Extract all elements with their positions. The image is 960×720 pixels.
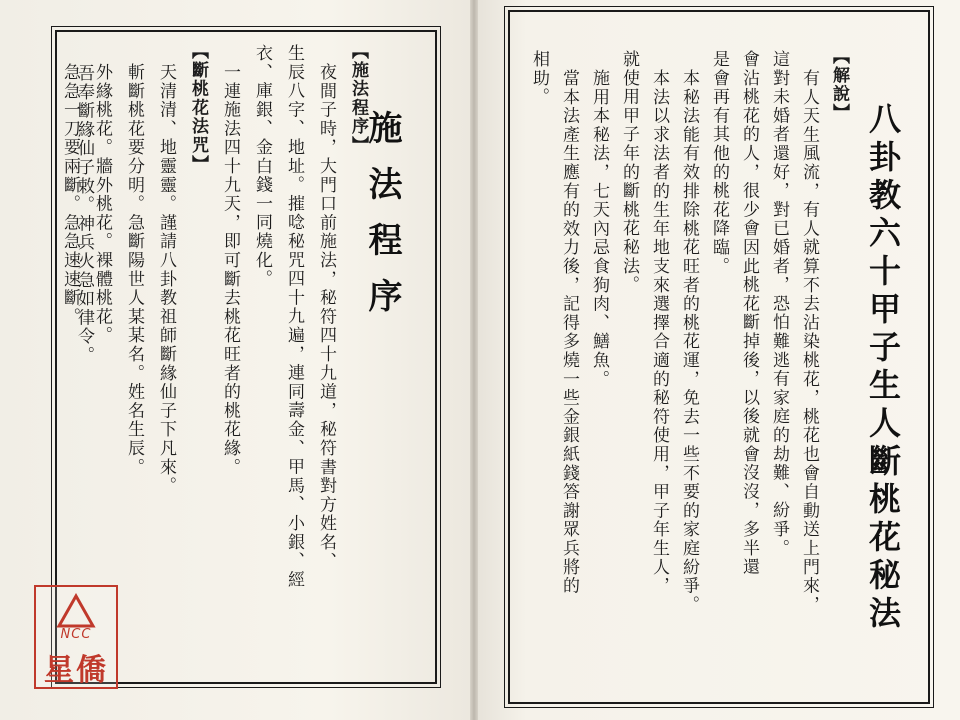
explanation-line: 就使用甲子年的斷桃花秘法。	[619, 50, 639, 295]
incantation-line: 斬斷桃花要分明。急斷陽世人某某名。姓名生辰。	[124, 63, 144, 477]
right-page-border	[508, 10, 930, 704]
procedure-line: 生辰八字、地址。摧唸秘咒四十九遍，連同壽金、甲馬、小銀、經	[284, 44, 304, 590]
explanation-heading: 【解說】	[829, 47, 849, 123]
explanation-line: 是會再有其他的桃花降臨。	[709, 50, 729, 276]
procedure-heading: 【施法程序】	[348, 42, 368, 155]
incantation-line: 急急一刀要兩斷。急急速速斷。	[60, 63, 80, 327]
incantation-line: 天清清、地靈靈。謹請八卦教祖師斷緣仙子下凡來。	[156, 63, 176, 496]
procedure-line: 夜間子時，大門口前施法，秘符四十九道，秘符書對方姓名、	[316, 63, 336, 571]
explanation-line: 施用本秘法，七天內忌食狗肉、鱔魚。	[589, 69, 609, 389]
left-page	[0, 0, 470, 720]
incantation-heading: 【斷桃花法咒】	[188, 42, 208, 174]
watermark-text-en: NCC	[60, 627, 92, 642]
explanation-line: 本法以求法者的生年地支來選擇合適的秘符使用，甲子年生人，	[649, 69, 669, 596]
explanation-line: 當本法產生應有的效力後，記得多燒一些金銀紙錢答謝眾兵將的	[559, 69, 579, 596]
watermark-text-cn: 星僑	[44, 653, 108, 688]
right-page	[478, 0, 960, 720]
explanation-line: 本秘法能有效排除桃花旺者的桃花運，免去一些不要的家庭紛爭。	[679, 69, 699, 615]
explanation-line: 有人天生風流，有人就算不去沾染桃花，桃花也會自動送上門來，	[799, 69, 819, 615]
explanation-line: 會沾桃花的人，很少會因此桃花斷掉後，以後就會沒沒，多半還	[739, 50, 759, 577]
book-spine	[470, 0, 478, 720]
incantation-line: 吾奉斷緣仙子敕。神兵火急如律令。	[74, 64, 94, 365]
procedure-line: 衣、庫銀、金白錢一同燒化。	[252, 44, 272, 289]
triangle-icon	[56, 593, 96, 629]
left-page-title: 施法程序	[362, 110, 402, 334]
explanation-line: 相助。	[529, 50, 549, 107]
right-page-title: 八卦教六十甲子生人斷桃花秘法	[864, 102, 902, 634]
procedure-line: 一連施法四十九天，即可斷去桃花旺者的桃花緣。	[220, 63, 240, 477]
explanation-line: 這對未婚者還好，對已婚者，恐怕難逃有家庭的劫難、紛爭。	[769, 50, 789, 558]
ncc-watermark-logo	[34, 585, 118, 689]
incantation-line: 外緣桃花。牆外桃花。裸體桃花。	[92, 63, 112, 345]
